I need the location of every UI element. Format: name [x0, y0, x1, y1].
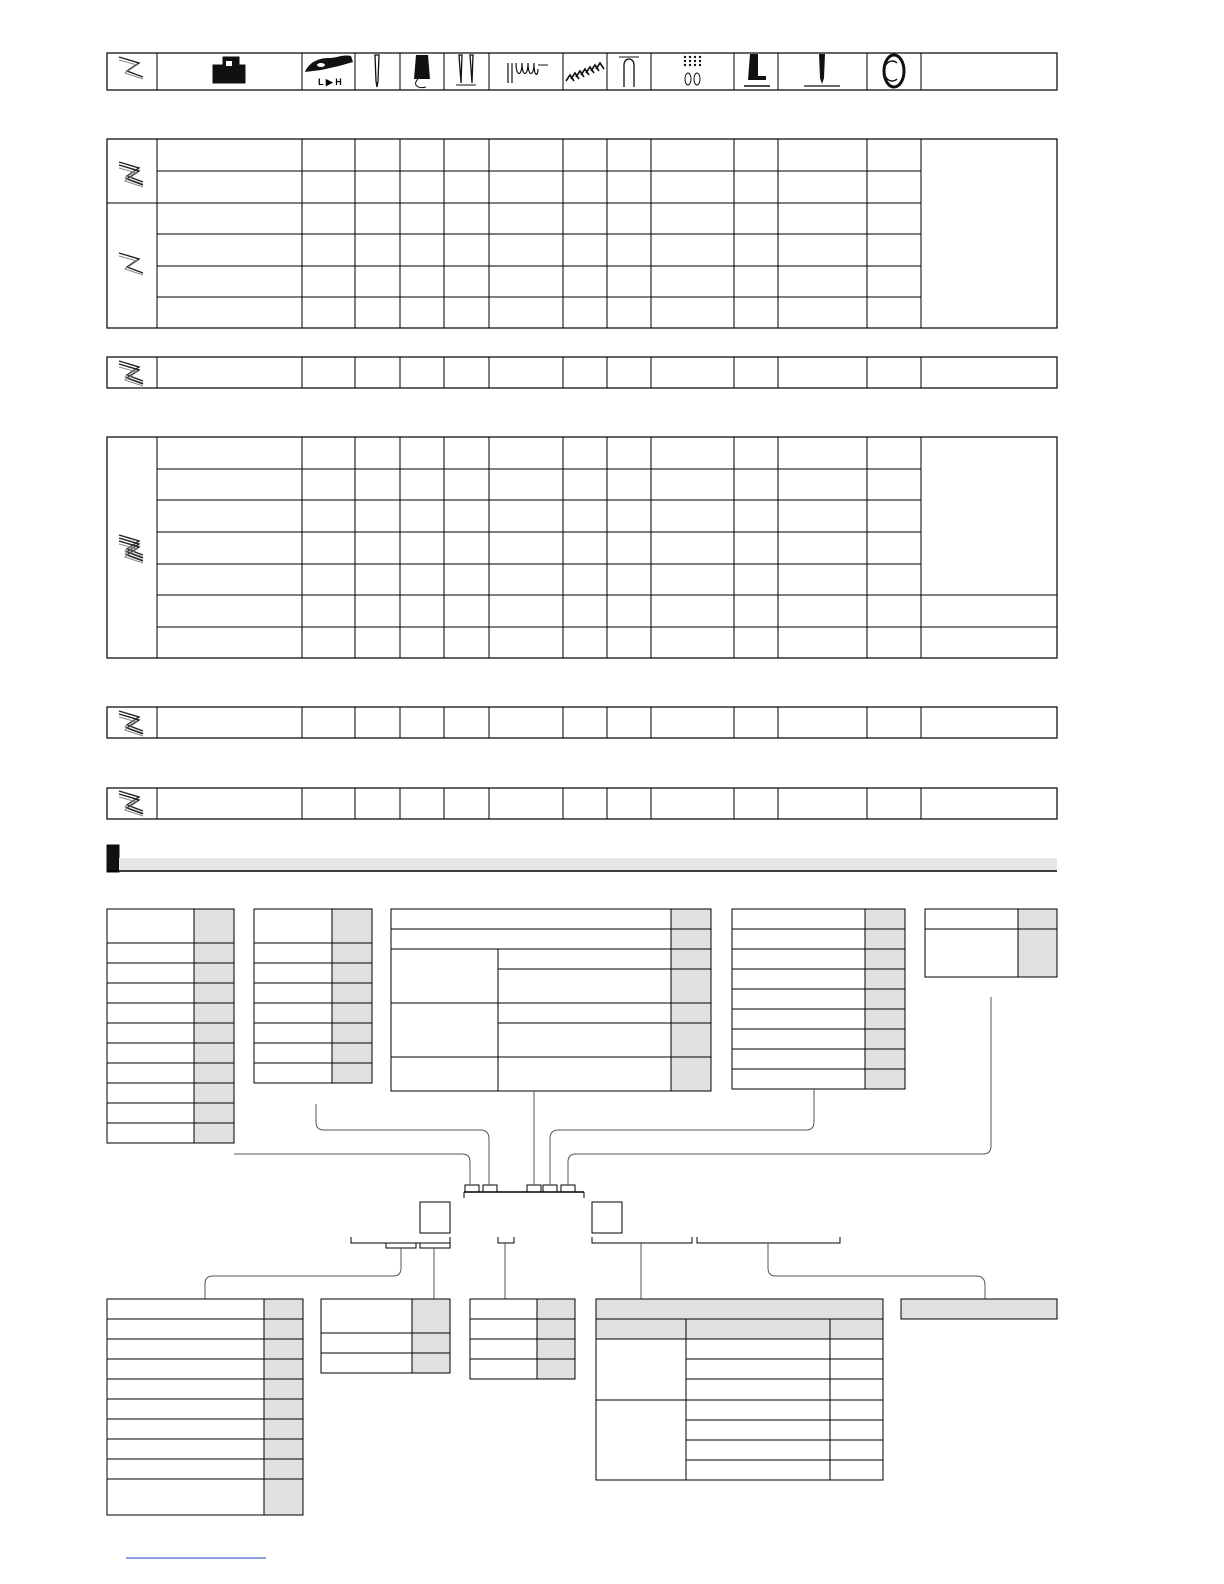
- fabric-medium-icon: [119, 253, 143, 275]
- section-marker: [107, 845, 119, 872]
- code-table-gauge: [470, 1299, 575, 1379]
- spec-block: [107, 788, 1057, 819]
- presser-foot-lift-label: L ▶ H: [318, 77, 342, 87]
- stitch-pattern-icon: [684, 56, 701, 85]
- presser-foot-icon: [744, 54, 770, 86]
- stitch-length-icon: [508, 63, 548, 83]
- spec-block: [107, 357, 1057, 388]
- code-box-right: [592, 1202, 622, 1233]
- spec-header-row: [107, 53, 1057, 90]
- connector-special: [768, 1243, 985, 1299]
- code-table-feed: [732, 909, 905, 1089]
- fabric-icon: [119, 57, 143, 79]
- code-table-type: [254, 909, 372, 1083]
- code-table-series: [107, 909, 234, 1143]
- spec-block: [107, 437, 1057, 658]
- fabric-heavy-icon: [119, 535, 143, 563]
- connector-needle: [205, 1248, 401, 1299]
- code-table-motor: [925, 909, 1057, 977]
- connector-feed: [550, 1089, 814, 1185]
- handwheel-icon: [884, 55, 904, 87]
- fabric-light-icon: [119, 162, 143, 187]
- code-table-stitch: [391, 909, 711, 1091]
- spec-block: [107, 707, 1057, 738]
- needle-gauge-icon: [619, 57, 639, 87]
- code-box-left: [420, 1202, 450, 1233]
- fabric-extra-heavy-icon: [119, 711, 143, 736]
- fabric-medium-heavy-icon: [119, 361, 143, 386]
- needle-icon: [375, 55, 379, 87]
- code-table-special: [901, 1299, 1057, 1319]
- code-table-hook: [321, 1299, 450, 1373]
- presser-foot-lift-icon: [305, 55, 353, 72]
- connector-type: [316, 1104, 489, 1185]
- fabric-special-icon: [119, 791, 143, 816]
- code-table-needle: [107, 1299, 303, 1515]
- feed-dog-icon: [566, 63, 604, 81]
- machine-icon: [213, 57, 245, 83]
- thread-cone-icon: [414, 55, 430, 88]
- section-bar: [119, 858, 1057, 871]
- model-code-row: [351, 1185, 840, 1248]
- twin-needle-icon: [456, 55, 476, 85]
- code-table-options: [596, 1299, 883, 1480]
- connector-series: [234, 1154, 470, 1185]
- needle-position-icon: [804, 54, 840, 86]
